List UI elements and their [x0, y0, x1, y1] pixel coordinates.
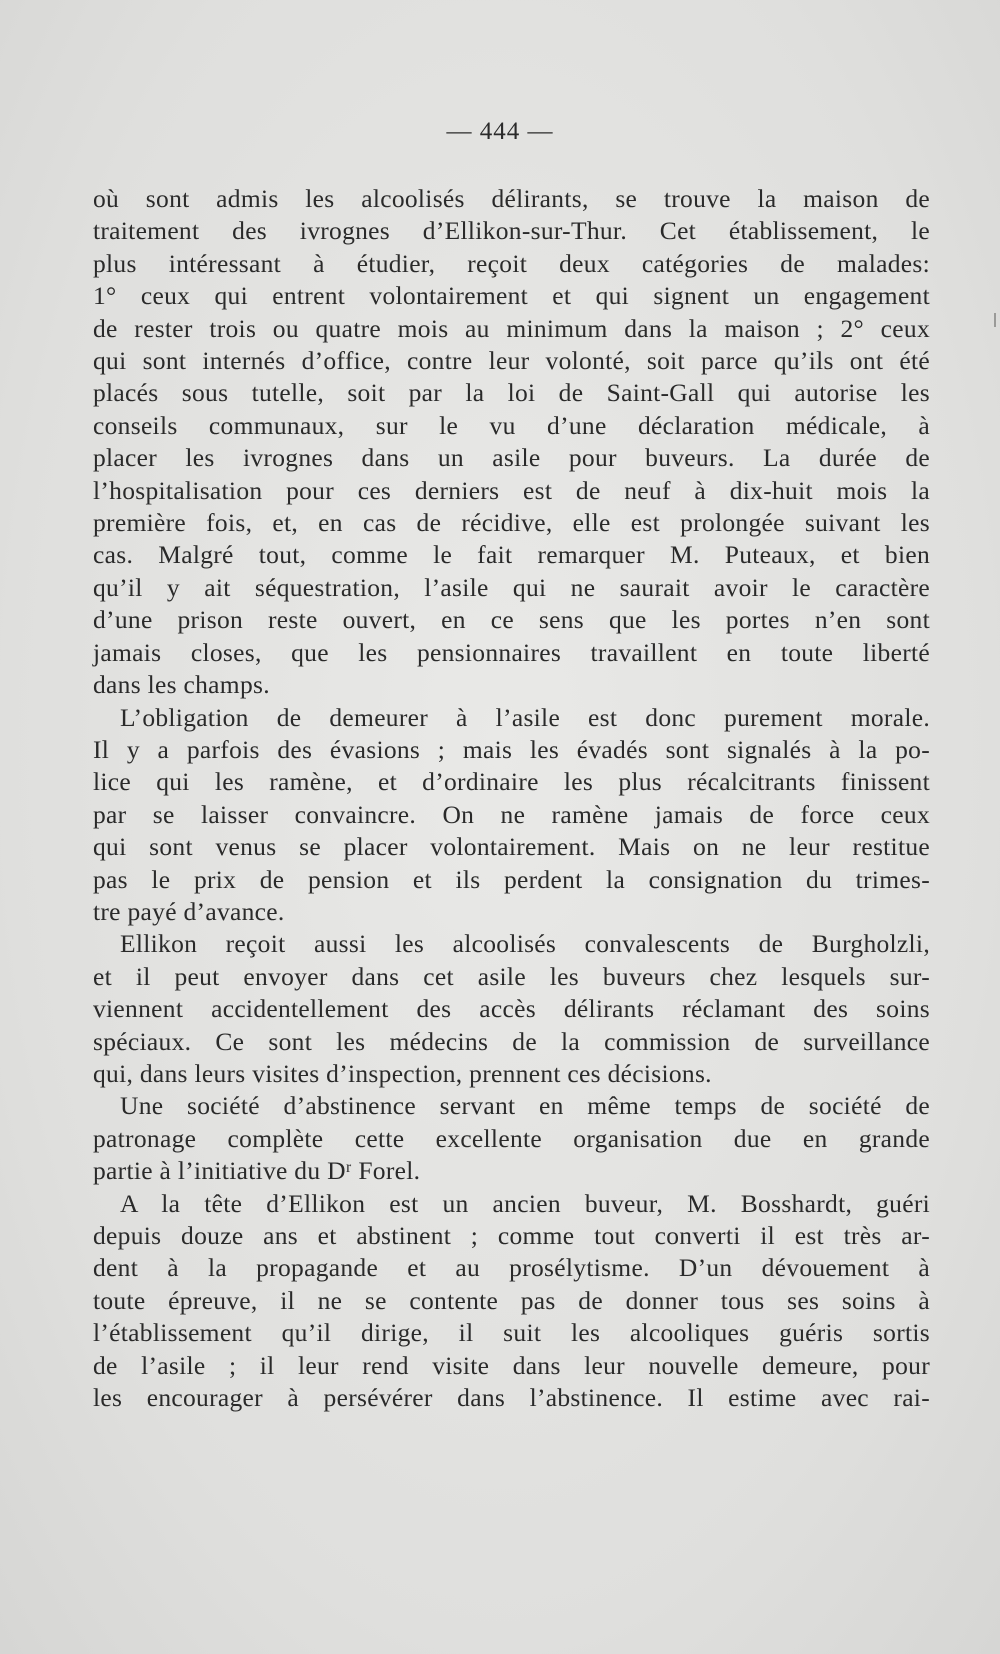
text-line: de rester trois ou quatre mois au minimum dans la maison ; 2° ceux	[93, 313, 930, 343]
text-line: l’hospitalisation pour ces derniers est de neuf à dix-huit mois la	[93, 475, 930, 505]
body-text	[93, 183, 930, 1414]
paragraph	[93, 928, 930, 1090]
text-line: L’obligation de demeurer à l’asile est donc purement morale.	[120, 702, 930, 732]
text-line: qui sont internés d’office, contre leur volonté, soit parce qu’ils ont été	[93, 346, 930, 376]
text-line: Il y a parfois des évasions ; mais les évadés sont signalés à la po-	[93, 734, 930, 764]
paragraph	[93, 183, 930, 702]
text-line: tre payé d’avance.	[93, 896, 285, 926]
text-line: où sont admis les alcoolisés délirants, se trouve la maison de	[93, 184, 930, 213]
text-line: toute épreuve, il ne se contente pas de donner tous ses soins à	[93, 1285, 930, 1315]
text-line: conseils communaux, sur le vu d’une déclaration médicale, à	[93, 410, 930, 440]
text-line: qu’il y ait séquestration, l’asile qui ne saurait avoir le caractère	[93, 572, 930, 602]
text-line: Ellikon reçoit aussi les alcoolisés convalescents de Burgholzli,	[120, 929, 930, 959]
text-line: dans les champs.	[93, 670, 270, 700]
text-line: l’établissement qu’il dirige, il suit les alcooliques guéris sortis	[93, 1318, 930, 1348]
text-line: de l’asile ; il leur rend visite dans leur nouvelle demeure, pour	[93, 1350, 930, 1380]
text-line: plus intéressant à étudier, reçoit deux catégories de malades:	[93, 248, 930, 278]
page-edge-mark	[994, 313, 996, 327]
text-line: d’une prison reste ouvert, en ce sens que les portes n’en sont	[93, 605, 930, 635]
paragraph	[93, 1188, 930, 1415]
text-line: et il peut envoyer dans cet asile les buveurs chez lesquels sur-	[93, 961, 930, 991]
text-line: jamais closes, que les pensionnaires travaillent en toute liberté	[93, 637, 930, 667]
text-line: pas le prix de pension et ils perdent la consignation du trimes-	[93, 864, 930, 894]
text-line: qui sont venus se placer volontairement. Mais on ne leur restitue	[93, 832, 930, 862]
paragraph	[93, 1090, 930, 1187]
text-line: placés sous tutelle, soit par la loi de Saint-Gall qui autorise les	[93, 378, 930, 408]
text-line: A la tête d’Ellikon est un ancien buveur, M. Bosshardt, guéri	[120, 1188, 930, 1218]
text-line: lice qui les ramène, et d’ordinaire les plus récalcitrants finissent	[93, 767, 930, 797]
text-line: qui, dans leurs visites d’inspection, prennent ces décisions.	[93, 1058, 712, 1088]
text-line: cas. Malgré tout, comme le fait remarquer M. Puteaux, et bien	[93, 540, 930, 570]
text-line: spéciaux. Ce sont les médecins de la commission de surveillance	[93, 1026, 930, 1056]
text-line: 1° ceux qui entrent volontairement et qui signent un engagement	[93, 281, 930, 311]
text-line: Une société d’abstinence servant en même temps de société de	[120, 1091, 930, 1121]
text-line: traitement des ivrognes d’Ellikon-sur-Thur. Cet établissement, le	[93, 216, 930, 246]
text-line: viennent accidentellement des accès délirants réclamant des soins	[93, 994, 930, 1024]
text-line: partie à l’initiative du Dʳ Forel.	[93, 1156, 421, 1186]
text-line: dent à la propagande et au prosélytisme. D’un dévouement à	[93, 1253, 930, 1283]
text-line: première fois, et, en cas de récidive, elle est prolongée suivant les	[93, 508, 930, 538]
paragraph	[93, 702, 930, 929]
text-line: par se laisser convaincre. On ne ramène jamais de force ceux	[93, 799, 930, 829]
text-line: patronage complète cette excellente organisation due en grande	[93, 1123, 930, 1153]
text-line: placer les ivrognes dans un asile pour buveurs. La durée de	[93, 443, 930, 473]
text-line: les encourager à persévérer dans l’abstinence. Il estime avec rai-	[93, 1383, 930, 1413]
page-number: — 444 —	[446, 118, 554, 145]
text-line: depuis douze ans et abstinent ; comme tout converti il est très ar-	[93, 1221, 930, 1250]
